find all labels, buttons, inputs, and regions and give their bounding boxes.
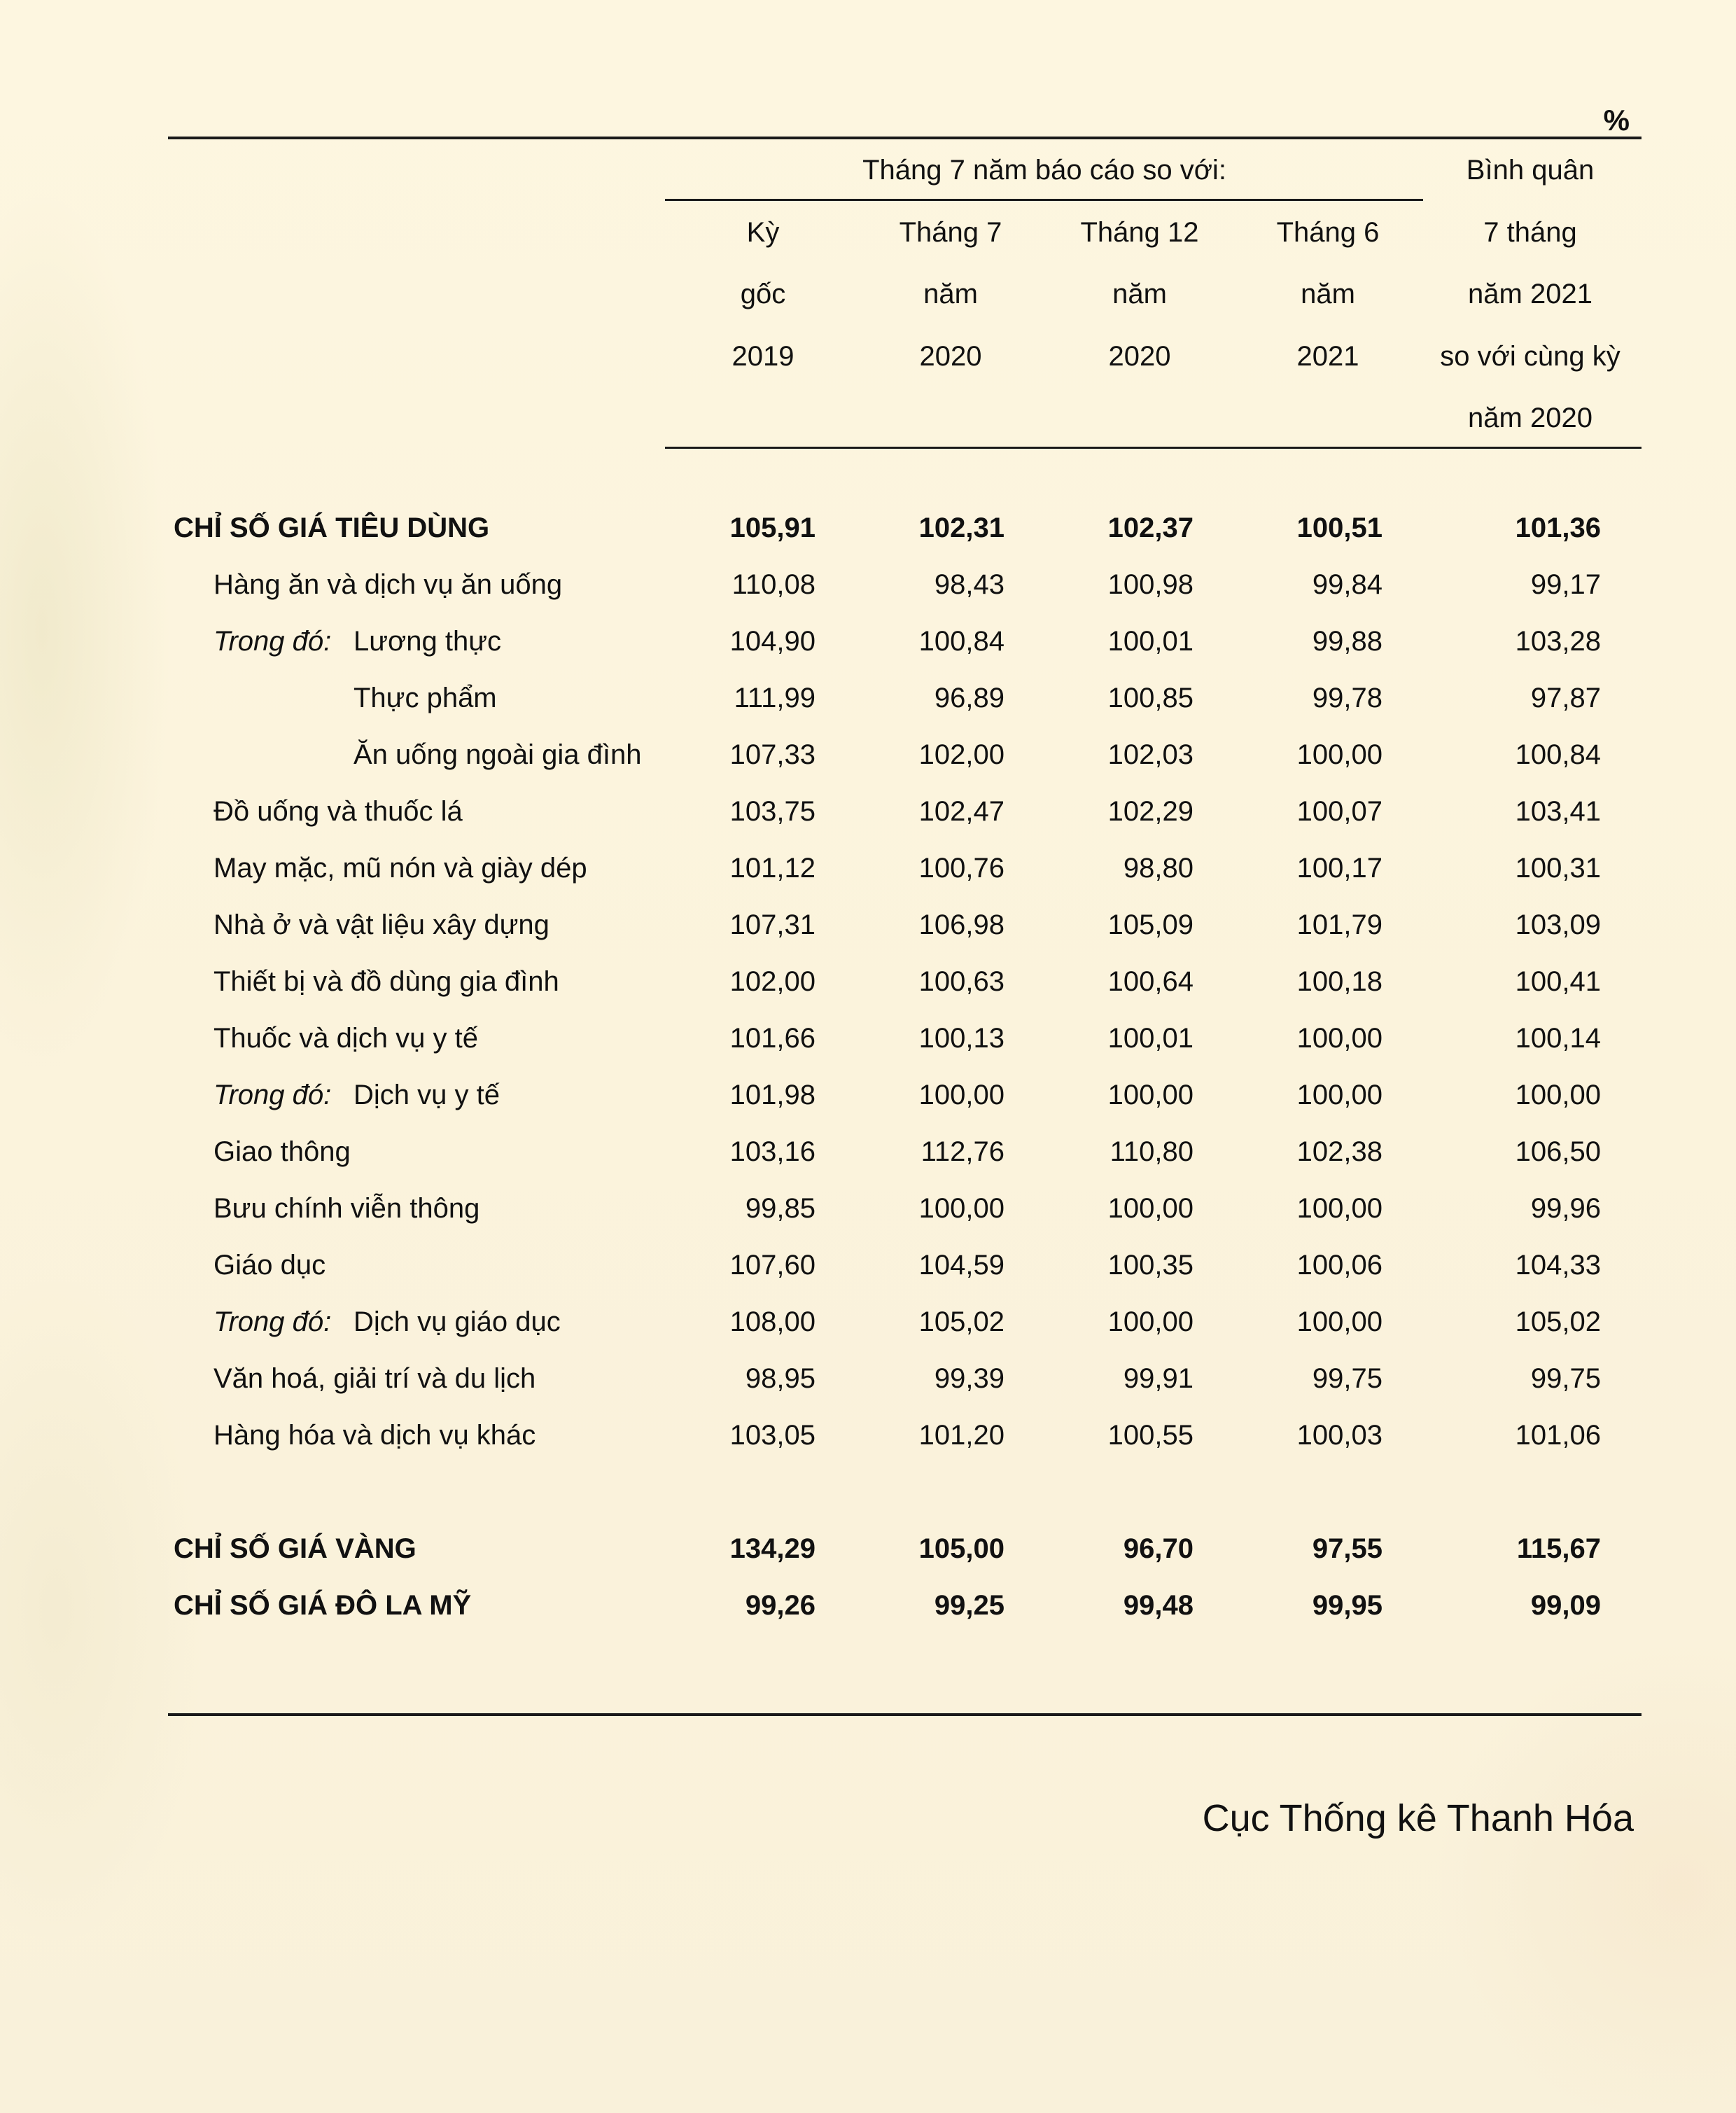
avg-header-line1: Bình quân <box>1466 155 1595 186</box>
cell-value-col3: 100,01 <box>1107 626 1194 657</box>
row-label-text: Hàng hóa và dịch vụ khác <box>214 1420 536 1451</box>
cell-value-col3: 100,00 <box>1107 1080 1194 1110</box>
col-header-4-line1: Tháng 6 <box>1276 217 1380 248</box>
cell-value-col5: 100,00 <box>1515 1080 1601 1110</box>
cell-value-col3: 102,03 <box>1107 739 1194 770</box>
cell-value-col1: 101,98 <box>729 1080 816 1110</box>
row-label-text: Nhà ở và vật liệu xây dựng <box>214 909 550 940</box>
table-row <box>0 786 1736 842</box>
cell-value-col3: 105,09 <box>1107 909 1194 940</box>
cell-value-col2: 101,20 <box>918 1420 1004 1451</box>
cell-value-col3: 99,91 <box>1123 1363 1194 1394</box>
row-label-text: Dịch vụ y tế <box>354 1080 500 1110</box>
cell-value-col4: 100,18 <box>1296 966 1382 997</box>
cell-value-col3: 100,64 <box>1107 966 1194 997</box>
row-label <box>214 739 641 771</box>
cell-value-col1: 103,16 <box>729 1136 816 1167</box>
cell-value-col5: 101,06 <box>1515 1420 1601 1451</box>
cell-value-col4: 100,17 <box>1296 853 1382 884</box>
cell-value-col1: 107,33 <box>729 739 816 770</box>
cell-value-col5: 105,02 <box>1515 1306 1601 1337</box>
cell-value-col3: 99,48 <box>1123 1590 1194 1621</box>
cell-value-col4: 100,00 <box>1296 739 1382 770</box>
cell-value-col5: 101,36 <box>1515 512 1601 543</box>
cell-value-col3: 102,29 <box>1107 796 1194 827</box>
col-header-1-line3: 2019 <box>732 341 794 372</box>
row-label <box>214 1306 561 1338</box>
cell-value-col5: 97,87 <box>1530 683 1601 713</box>
cell-value-col3: 96,70 <box>1123 1533 1194 1564</box>
cell-value-col3: 100,35 <box>1107 1250 1194 1281</box>
cell-value-col3: 102,37 <box>1107 512 1194 543</box>
header-group-rule <box>665 199 1423 201</box>
row-prefix: Trong đó: <box>214 1306 332 1337</box>
row-label-text: Hàng ăn và dịch vụ ăn uống <box>214 569 563 600</box>
row-label <box>174 1589 471 1622</box>
cell-value-col4: 97,55 <box>1312 1533 1382 1564</box>
cell-value-col2: 106,98 <box>918 909 1004 940</box>
cell-value-col3: 100,01 <box>1107 1023 1194 1054</box>
cell-value-col4: 99,84 <box>1312 569 1382 600</box>
row-label <box>174 512 489 544</box>
cell-value-col4: 100,00 <box>1296 1023 1382 1054</box>
table-row <box>0 1126 1736 1182</box>
avg-header-line2: 7 tháng <box>1483 217 1577 248</box>
cell-value-col1: 107,60 <box>729 1250 816 1281</box>
table-row <box>0 899 1736 955</box>
cell-value-col1: 103,75 <box>729 796 816 827</box>
table-row <box>0 1579 1736 1636</box>
cell-value-col5: 99,09 <box>1530 1590 1601 1621</box>
cell-value-col5: 100,84 <box>1515 739 1601 770</box>
cell-value-col3: 100,00 <box>1107 1193 1194 1224</box>
row-label-text: Đồ uống và thuốc lá <box>214 796 463 827</box>
header-group-label: Tháng 7 năm báo cáo so với: <box>862 155 1226 186</box>
cell-value-col1: 104,90 <box>729 626 816 657</box>
cell-value-col4: 100,00 <box>1296 1080 1382 1110</box>
cell-value-col5: 99,75 <box>1530 1363 1601 1394</box>
cell-value-col1: 98,95 <box>745 1363 816 1394</box>
row-label <box>214 965 559 998</box>
cell-value-col2: 104,59 <box>918 1250 1004 1281</box>
row-label-text: Văn hoá, giải trí và du lịch <box>214 1363 536 1394</box>
table-row <box>0 1069 1736 1125</box>
col-header-2-line3: 2020 <box>919 341 982 372</box>
cell-value-col1: 99,85 <box>745 1193 816 1224</box>
row-label <box>214 1249 326 1281</box>
footer-source: Cục Thống kê Thanh Hóa <box>1202 1797 1634 1839</box>
table-row <box>0 502 1736 558</box>
table-row <box>0 956 1736 1012</box>
cell-value-col3: 100,55 <box>1107 1420 1194 1451</box>
row-label-text: CHỈ SỐ GIÁ VÀNG <box>174 1533 416 1564</box>
cell-value-col5: 115,67 <box>1516 1533 1601 1564</box>
cell-value-col2: 99,25 <box>934 1590 1004 1621</box>
table-row <box>0 615 1736 671</box>
row-label-text: May mặc, mũ nón và giày dép <box>214 853 587 884</box>
cell-value-col2: 102,00 <box>918 739 1004 770</box>
row-label <box>214 569 562 601</box>
cell-value-col5: 103,09 <box>1515 909 1601 940</box>
cell-value-col4: 100,07 <box>1296 796 1382 827</box>
row-label <box>214 1192 479 1225</box>
cell-value-col3: 100,00 <box>1107 1306 1194 1337</box>
cell-value-col4: 101,79 <box>1296 909 1382 940</box>
cell-value-col2: 98,43 <box>934 569 1004 600</box>
table-row <box>0 729 1736 785</box>
table-row <box>0 1183 1736 1239</box>
cell-value-col4: 100,06 <box>1296 1250 1382 1281</box>
cell-value-col5: 103,41 <box>1515 796 1601 827</box>
col-header-4-line2: năm <box>1301 279 1355 309</box>
table-row <box>0 1409 1736 1465</box>
avg-header-line4: so với cùng kỳ <box>1440 341 1620 372</box>
row-label <box>214 1136 351 1168</box>
cell-value-col1: 107,31 <box>729 909 816 940</box>
table-row <box>0 672 1736 728</box>
cell-value-col5: 99,96 <box>1530 1193 1601 1224</box>
col-header-2-line1: Tháng 7 <box>899 217 1002 248</box>
cell-value-col1: 111,99 <box>734 683 816 713</box>
header-bottom-rule <box>665 447 1642 449</box>
row-label-text: Giao thông <box>214 1136 351 1167</box>
col-header-3-line3: 2020 <box>1108 341 1171 372</box>
row-label-text: Thực phẩm <box>354 683 497 713</box>
cell-value-col2: 96,89 <box>934 683 1004 713</box>
cell-value-col4: 100,03 <box>1296 1420 1382 1451</box>
row-label <box>214 1079 500 1111</box>
row-label <box>214 1419 536 1451</box>
cell-value-col5: 104,33 <box>1515 1250 1601 1281</box>
row-label-text: Bưu chính viễn thông <box>214 1193 480 1224</box>
cell-value-col3: 98,80 <box>1123 853 1194 884</box>
row-label-text: CHỈ SỐ GIÁ TIÊU DÙNG <box>174 512 490 543</box>
cell-value-col4: 99,75 <box>1312 1363 1382 1394</box>
cell-value-col2: 100,84 <box>918 626 1004 657</box>
table-row <box>0 559 1736 615</box>
col-header-2-line2: năm <box>923 279 978 309</box>
col-header-3-line1: Tháng 12 <box>1080 217 1199 248</box>
row-prefix: Trong đó: <box>214 1080 332 1110</box>
cell-value-col4: 100,51 <box>1296 512 1382 543</box>
avg-header-line3: năm 2021 <box>1468 279 1592 309</box>
row-label-text: CHỈ SỐ GIÁ ĐÔ LA MỸ <box>174 1590 472 1621</box>
cell-value-col2: 100,13 <box>918 1023 1004 1054</box>
table-row <box>0 1353 1736 1409</box>
row-label-text: Lương thực <box>354 626 501 657</box>
cell-value-col1: 103,05 <box>729 1420 816 1451</box>
cell-value-col1: 102,00 <box>729 966 816 997</box>
cell-value-col4: 99,88 <box>1312 626 1382 657</box>
row-label <box>174 1533 416 1565</box>
cell-value-col2: 112,76 <box>920 1136 1004 1167</box>
row-label <box>214 852 587 884</box>
cell-value-col5: 100,41 <box>1515 966 1601 997</box>
cell-value-col5: 100,31 <box>1515 853 1601 884</box>
cell-value-col1: 99,26 <box>745 1590 816 1621</box>
row-label-text: Thiết bị và đồ dùng gia đình <box>214 966 559 997</box>
row-label <box>214 909 550 941</box>
row-prefix: Trong đó: <box>214 626 332 657</box>
table-row <box>0 1012 1736 1068</box>
table-top-rule <box>168 137 1642 139</box>
cell-value-col2: 100,00 <box>918 1193 1004 1224</box>
row-label-text: Ăn uống ngoài gia đình <box>354 739 642 770</box>
row-label <box>214 682 497 714</box>
row-label <box>214 625 501 657</box>
cell-value-col5: 103,28 <box>1515 626 1601 657</box>
cell-value-col1: 105,91 <box>729 512 816 543</box>
table-row <box>0 842 1736 898</box>
table-row <box>0 1239 1736 1295</box>
row-label-text: Giáo dục <box>214 1250 326 1281</box>
row-label <box>214 1022 478 1054</box>
cell-value-col1: 134,29 <box>729 1533 816 1564</box>
cell-value-col4: 99,78 <box>1312 683 1382 713</box>
table-row <box>0 1296 1736 1352</box>
cell-value-col2: 105,00 <box>918 1533 1004 1564</box>
col-header-1-line1: Kỳ <box>746 217 780 248</box>
cell-value-col3: 110,80 <box>1110 1136 1194 1167</box>
cell-value-col2: 100,63 <box>918 966 1004 997</box>
cell-value-col2: 100,76 <box>918 853 1004 884</box>
cell-value-col3: 100,98 <box>1107 569 1194 600</box>
col-header-1-line2: gốc <box>740 279 786 309</box>
unit-label: % <box>1603 104 1630 137</box>
cell-value-col2: 105,02 <box>918 1306 1004 1337</box>
row-label <box>214 795 463 828</box>
cell-value-col2: 99,39 <box>934 1363 1004 1394</box>
row-label <box>214 1362 536 1395</box>
cell-value-col2: 102,31 <box>918 512 1004 543</box>
cell-value-col4: 102,38 <box>1296 1136 1382 1167</box>
row-label-text: Dịch vụ giáo dục <box>354 1306 561 1337</box>
cell-value-col1: 101,66 <box>729 1023 816 1054</box>
col-header-3-line2: năm <box>1112 279 1167 309</box>
cell-value-col4: 100,00 <box>1296 1306 1382 1337</box>
cell-value-col5: 100,14 <box>1515 1023 1601 1054</box>
cell-value-col1: 108,00 <box>729 1306 816 1337</box>
cell-value-col4: 99,95 <box>1312 1590 1382 1621</box>
cell-value-col3: 100,85 <box>1107 683 1194 713</box>
table-row <box>0 1523 1736 1579</box>
cell-value-col2: 102,47 <box>918 796 1004 827</box>
row-label-text: Thuốc và dịch vụ y tế <box>214 1023 478 1054</box>
cell-value-col4: 100,00 <box>1296 1193 1382 1224</box>
avg-header-line5: năm 2020 <box>1468 403 1592 433</box>
cell-value-col1: 110,08 <box>732 569 816 600</box>
cell-value-col1: 101,12 <box>729 853 816 884</box>
col-header-4-line3: 2021 <box>1296 341 1359 372</box>
cell-value-col5: 99,17 <box>1530 569 1601 600</box>
cell-value-col5: 106,50 <box>1515 1136 1601 1167</box>
table-bottom-rule <box>168 1713 1642 1716</box>
cell-value-col2: 100,00 <box>918 1080 1004 1110</box>
